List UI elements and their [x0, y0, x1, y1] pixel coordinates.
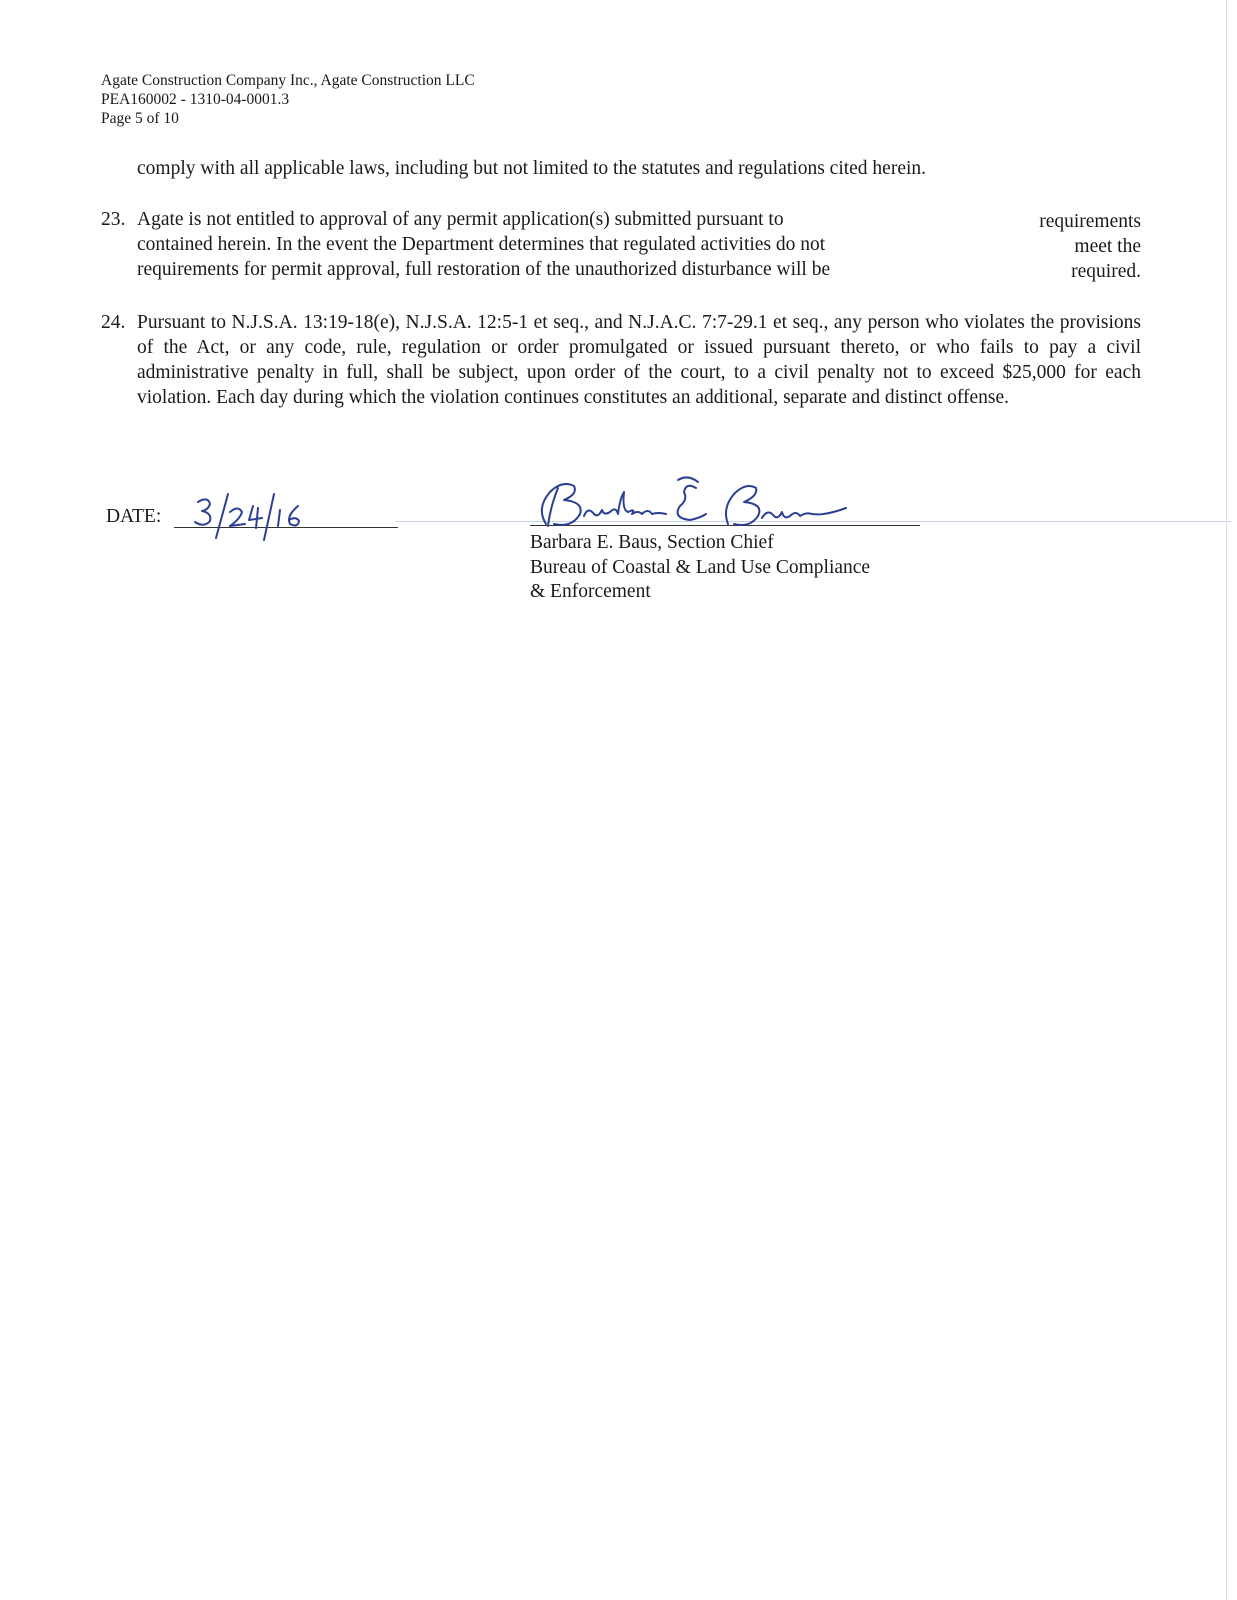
- item-23-right-fragments: [961, 209, 1141, 284]
- header-page-number: Page 5 of 10: [101, 110, 179, 127]
- numbered-item-23: [101, 207, 1141, 287]
- item-23-line-2: contained herein. In the event the Department determines that regulated activities do not: [137, 234, 826, 255]
- item-23-right-3: required.: [1071, 261, 1141, 282]
- signer-name: Barbara E. Baus, Section Chief: [530, 532, 774, 553]
- item-23-text: [137, 207, 957, 282]
- header-file-number: PEA160002 - 1310-04-0001.3: [101, 91, 290, 108]
- header-company: Agate Construction Company Inc., Agate Construction LLC: [101, 72, 475, 89]
- item-24-text: Pursuant to N.J.S.A. 13:19-18(e), N.J.S.A. 12:5-1 et seq., and N.J.A.C. 7:7-29.1 et seq., any person who violates the provisions of the Act, or any code, rule, regulation or order promulgated or issued pursuant thereto, or who fails to pay a civil administrative penalty in full, shall be subject, upon order of the court, to a civil penalty not to exceed $25,000 for each violation. Each day during which the violation continues constitutes an additional, separate and distinct offense.: [137, 312, 1141, 408]
- signer-bureau: Bureau of Coastal & Land Use Compliance: [530, 556, 871, 578]
- item-number: 24.: [101, 312, 126, 333]
- item-23-line-3: requirements for permit approval, full restoration of the unauthorized disturbance will be: [137, 259, 831, 280]
- scan-edge: [1226, 0, 1227, 1600]
- item-23-right-1: requirements: [1039, 211, 1141, 232]
- signer-division: & Enforcement: [530, 581, 651, 602]
- date-label: DATE:: [106, 506, 162, 527]
- page-header: [101, 71, 475, 128]
- item-23-line-1: Agate is not entitled to approval of any permit application(s) submitted pursuant to: [137, 209, 784, 230]
- item-number: 23.: [101, 209, 126, 230]
- signer-block: [530, 531, 870, 605]
- handwritten-signature: [528, 470, 858, 540]
- handwritten-date: [186, 488, 316, 548]
- date-field: [106, 500, 406, 550]
- continuation-paragraph: comply with all applicable laws, including but not limited to the statutes and regulations cited herein.: [137, 158, 927, 179]
- item-23-right-2: meet the: [1074, 236, 1141, 257]
